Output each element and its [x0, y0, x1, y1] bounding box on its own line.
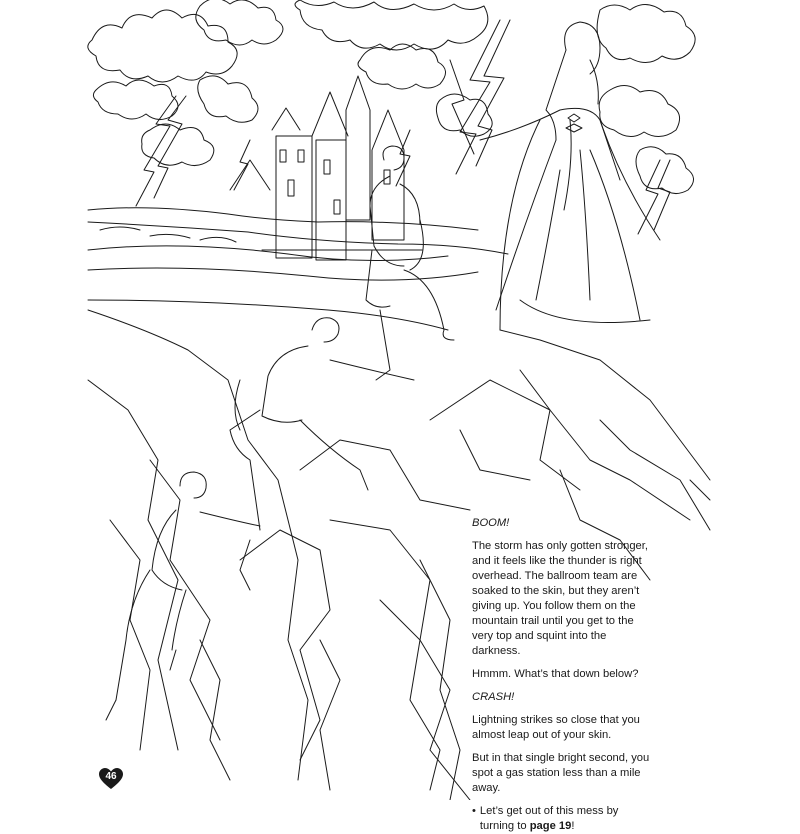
story-choice	[472, 804, 650, 834]
climber-bottom	[106, 472, 260, 720]
choice-prefix: Let’s get out of this mess by turning to	[479, 805, 619, 832]
story-paragraph-1: The storm has only gotten stronger, and it feels like the thunder is right overhead. The ballroom team are soaked to the skin, but they aren’t giving up. You follow them on the mountain trail until you get to the very top and squint into the darkness.	[472, 540, 648, 657]
story-paragraph-4: But in that single bright second, you spot a gas station less than a mile away.	[472, 752, 650, 794]
choice-page-link[interactable]: page 19	[529, 820, 572, 832]
climber-top	[366, 146, 454, 380]
bullet-dot-icon: •	[472, 805, 476, 817]
choice-suffix: !	[571, 820, 575, 832]
landscape	[88, 208, 508, 330]
page-number: 46	[105, 771, 117, 782]
story-exclaim-boom: BOOM!	[472, 517, 510, 529]
story-text-block	[472, 516, 650, 834]
story-paragraph-2: Hmmm. What’s that down below?	[472, 668, 639, 680]
story-choice-text	[480, 804, 650, 834]
story-exclaim-crash: CRASH!	[472, 691, 515, 703]
story-paragraph-3: Lightning strikes so close that you almost leap out of your skin.	[472, 714, 640, 741]
lightning-bolts	[136, 20, 670, 234]
woman-in-gown	[480, 22, 660, 330]
castle	[230, 76, 422, 260]
storm-clouds	[88, 0, 695, 194]
page-number-badge	[98, 767, 124, 791]
